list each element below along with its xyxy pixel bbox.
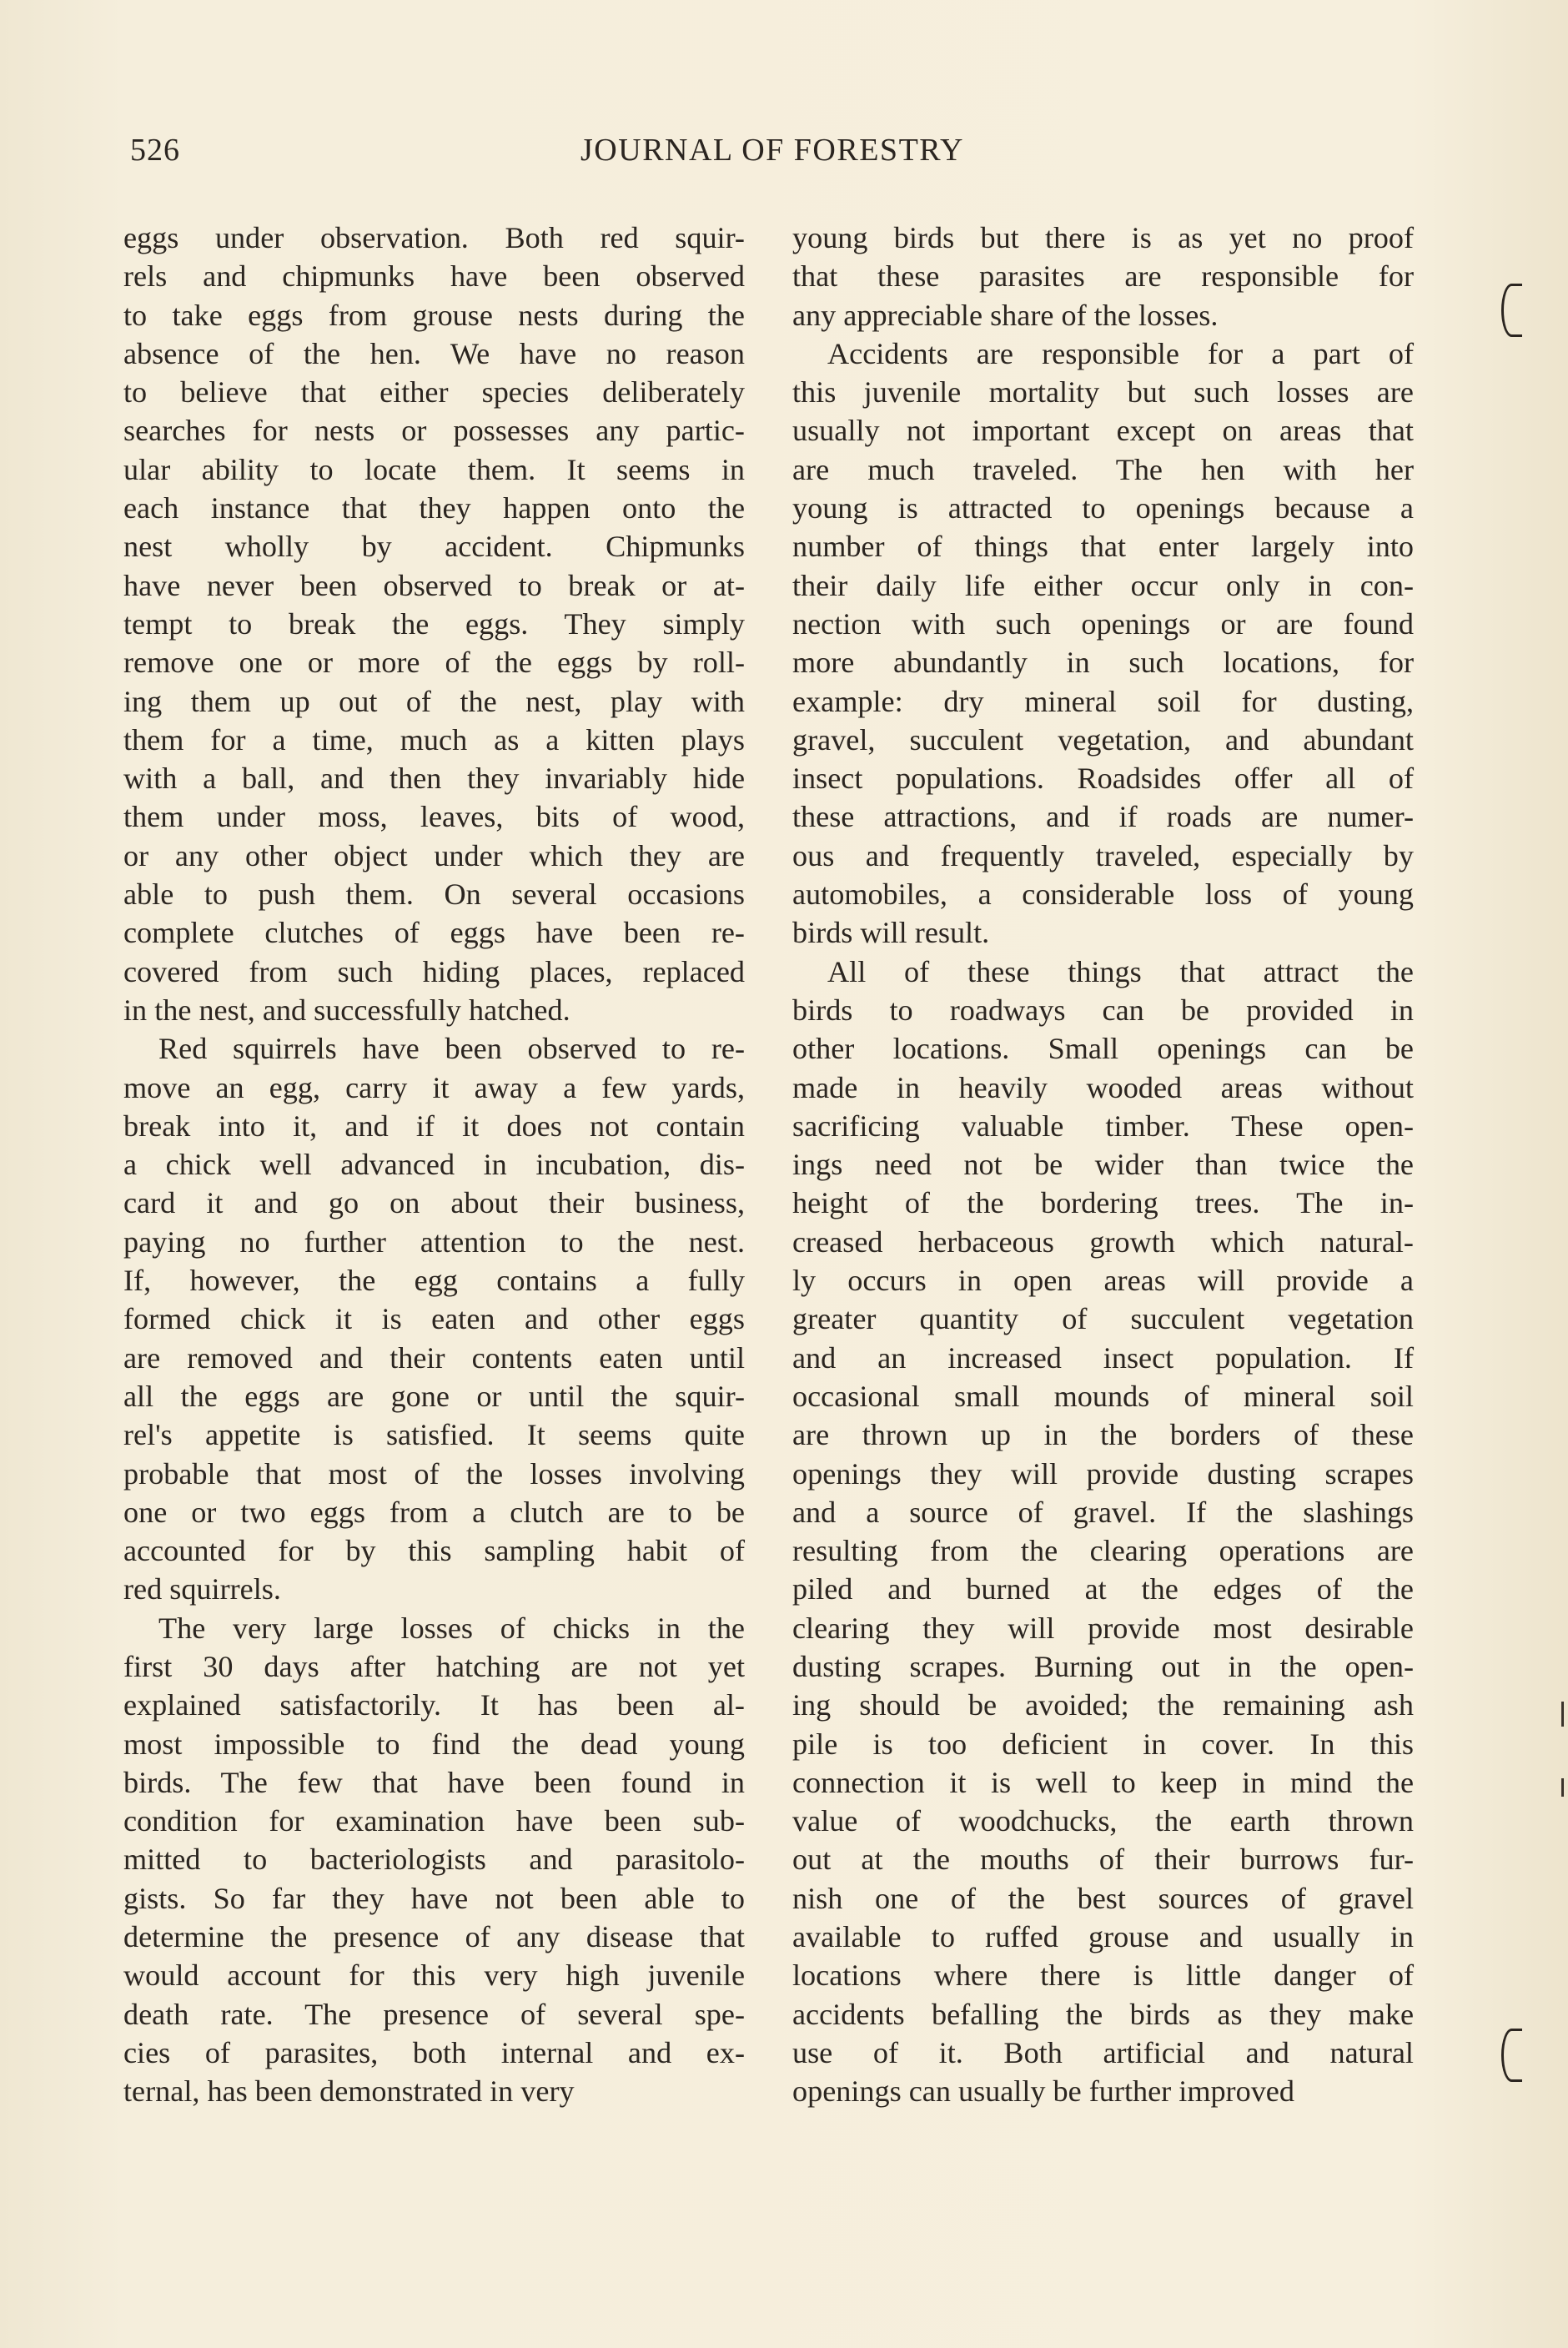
text-line: out at the mouths of their burrows fur-: [792, 1843, 1414, 1877]
text-line: value of woodchucks, the earth thrown: [792, 1804, 1414, 1838]
text-line: have never been observed to break or at-: [123, 568, 745, 602]
text-line: openings they will provide dusting scrapes: [792, 1456, 1414, 1491]
text-line: young is attracted to openings because a: [792, 491, 1414, 525]
running-head: JOURNAL OF FORESTRY: [580, 133, 964, 168]
text-line: card it and go on about their business,: [123, 1186, 745, 1220]
text-line: ly occurs in open areas will provide a: [792, 1264, 1414, 1298]
paragraph: [123, 219, 745, 1029]
text-line: greater quantity of succulent vegetation: [792, 1302, 1414, 1336]
paragraph: [123, 1609, 745, 2111]
text-line: ings need not be wider than twice the: [792, 1148, 1414, 1182]
text-line: any appreciable share of the losses.: [792, 298, 1219, 332]
text-line: ing should be avoided; the remaining ash: [792, 1688, 1414, 1722]
text-line: ular ability to locate them. It seems in: [123, 452, 745, 486]
text-line: more abundantly in such locations, for: [792, 646, 1414, 680]
text-line: birds to roadways can be provided in: [792, 993, 1414, 1027]
text-line: clearing they will provide most desirable: [792, 1611, 1414, 1645]
text-line: use of it. Both artificial and natural: [792, 2035, 1414, 2069]
text-line: able to push them. On several occasions: [123, 877, 745, 912]
text-line: birds. The few that have been found in: [123, 1765, 745, 1799]
text-line: paying no further attention to the nest.: [123, 1224, 745, 1259]
binding-hole-mark-bottom: [1501, 2029, 1522, 2082]
paragraph: [792, 334, 1414, 953]
text-line: tempt to break the eggs. They simply: [123, 606, 745, 641]
text-line: nection with such openings or are found: [792, 606, 1414, 641]
text-line: height of the bordering trees. The in-: [792, 1186, 1414, 1220]
text-line: searches for nests or possesses any partic-: [123, 414, 745, 448]
paragraph: [792, 219, 1414, 334]
text-line: them under moss, leaves, bits of wood,: [123, 800, 745, 834]
text-line: If, however, the egg contains a fully: [123, 1264, 745, 1298]
text-line: their daily life either occur only in con-: [792, 568, 1414, 602]
text-line: or any other object under which they are: [123, 838, 745, 872]
text-line: and a source of gravel. If the slashings: [792, 1495, 1414, 1529]
paragraph: [123, 1029, 745, 1608]
binding-hole-mark-top: [1501, 284, 1522, 337]
text-line: ternal, has been demonstrated in very: [123, 2074, 575, 2109]
text-line: young birds but there is as yet no proof: [792, 221, 1414, 254]
text-line: a chick well advanced in incubation, dis-: [123, 1148, 745, 1182]
text-line: All of these things that attract the: [827, 954, 1414, 988]
paragraph: [792, 953, 1414, 2111]
text-line: gravel, succulent vegetation, and abundant: [792, 722, 1414, 757]
text-line: locations where there is little danger of: [792, 1958, 1414, 1993]
text-line: first 30 days after hatching are not yet: [123, 1649, 745, 1683]
text-line: rels and chipmunks have been observed: [123, 259, 745, 294]
text-line: sacrificing valuable timber. These open-: [792, 1109, 1414, 1143]
text-line: openings can usually be further improved: [792, 2074, 1294, 2109]
text-line: birds will result.: [792, 916, 990, 950]
page-header: [130, 132, 1415, 173]
right-column: [792, 219, 1414, 2111]
text-line: remove one or more of the eggs by roll-: [123, 646, 745, 680]
text-line: break into it, and if it does not contain: [123, 1109, 745, 1143]
text-line: resulting from the clearing operations are: [792, 1534, 1414, 1568]
text-line: nish one of the best sources of gravel: [792, 1881, 1414, 1915]
text-line: complete clutches of eggs have been re-: [123, 916, 745, 950]
text-line: move an egg, carry it away a few yards,: [123, 1070, 745, 1104]
text-line: condition for examination have been sub-: [123, 1804, 745, 1838]
text-line: available to ruffed grouse and usually in: [792, 1920, 1414, 1954]
text-line: example: dry mineral soil for dusting,: [792, 684, 1414, 718]
text-line: probable that most of the losses involving: [123, 1456, 745, 1491]
margin-tick: [1561, 1778, 1564, 1797]
text-line: determine the presence of any disease that: [123, 1920, 745, 1954]
text-line: this juvenile mortality but such losses are: [792, 375, 1414, 410]
text-line: other locations. Small openings can be: [792, 1032, 1414, 1066]
text-line: would account for this very high juvenile: [123, 1958, 745, 1993]
text-line: are removed and their contents eaten until: [123, 1340, 745, 1375]
text-line: and an increased insect population. If: [792, 1340, 1414, 1375]
text-line: with a ball, and then they invariably hide: [123, 762, 745, 796]
text-line: all the eggs are gone or until the squir-: [123, 1379, 745, 1413]
text-line: in the nest, and successfully hatched.: [123, 993, 570, 1027]
margin-tick: [1561, 1702, 1564, 1727]
text-line: connection it is well to keep in mind the: [792, 1765, 1414, 1799]
text-line: absence of the hen. We have no reason: [123, 336, 745, 370]
text-line: The very large losses of chicks in the: [158, 1611, 745, 1645]
text-line: formed chick it is eaten and other eggs: [123, 1302, 745, 1336]
text-line: cies of parasites, both internal and ex-: [123, 2035, 745, 2069]
text-line: rel's appetite is satisfied. It seems quite: [123, 1418, 745, 1452]
text-line: eggs under observation. Both red squir-: [123, 221, 745, 254]
text-line: accidents befalling the birds as they make: [792, 1997, 1414, 2031]
text-line: Red squirrels have been observed to re-: [158, 1032, 745, 1066]
text-line: mitted to bacteriologists and parasitolo-: [123, 1843, 745, 1877]
text-line: gists. So far they have not been able to: [123, 1881, 745, 1915]
text-line: dusting scrapes. Burning out in the open-: [792, 1649, 1414, 1683]
text-line: pile is too deficient in cover. In this: [792, 1727, 1414, 1761]
text-line: that these parasites are responsible for: [792, 259, 1414, 294]
text-line: ing them up out of the nest, play with: [123, 684, 745, 718]
text-line: each instance that they happen onto the: [123, 491, 745, 525]
text-line: one or two eggs from a clutch are to be: [123, 1495, 745, 1529]
text-line: accounted for by this sampling habit of: [123, 1534, 745, 1568]
text-line: piled and burned at the edges of the: [792, 1572, 1414, 1606]
text-line: most impossible to find the dead young: [123, 1727, 745, 1761]
page-number: 526: [130, 133, 180, 168]
text-line: automobiles, a considerable loss of young: [792, 877, 1414, 912]
text-line: them for a time, much as a kitten plays: [123, 722, 745, 757]
left-column: [123, 219, 745, 2111]
text-line: explained satisfactorily. It has been al-: [123, 1688, 745, 1722]
text-line: death rate. The presence of several spe-: [123, 1997, 745, 2031]
text-line: Accidents are responsible for a part of: [827, 336, 1414, 370]
text-line: these attractions, and if roads are numer-: [792, 800, 1414, 834]
text-line: made in heavily wooded areas without: [792, 1070, 1414, 1104]
text-line: number of things that enter largely into: [792, 530, 1414, 564]
text-line: ous and frequently traveled, especially by: [792, 838, 1414, 872]
text-line: red squirrels.: [123, 1572, 281, 1606]
text-line: occasional small mounds of mineral soil: [792, 1379, 1414, 1413]
text-line: covered from such hiding places, replaced: [123, 954, 745, 988]
text-line: are thrown up in the borders of these: [792, 1418, 1414, 1452]
text-line: to take eggs from grouse nests during the: [123, 298, 745, 332]
text-line: creased herbaceous growth which natural-: [792, 1224, 1414, 1259]
text-line: usually not important except on areas that: [792, 414, 1414, 448]
text-line: insect populations. Roadsides offer all of: [792, 762, 1414, 796]
text-line: to believe that either species deliberately: [123, 375, 745, 410]
text-line: are much traveled. The hen with her: [792, 452, 1414, 486]
text-line: nest wholly by accident. Chipmunks: [123, 530, 745, 564]
